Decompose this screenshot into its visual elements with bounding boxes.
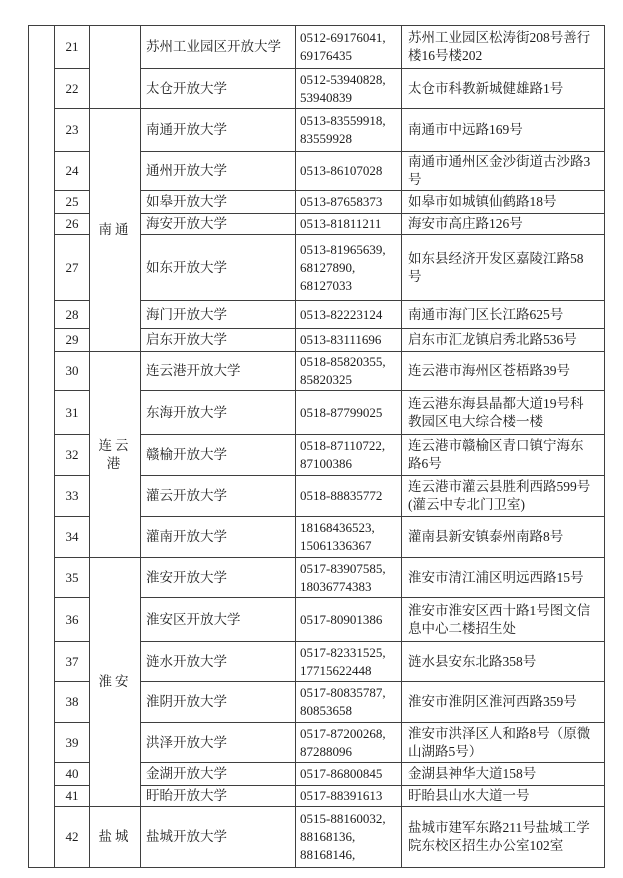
university-name-cell: 太仓开放大学 [141,69,296,109]
region-cell: 南通 [90,109,141,352]
address-cell: 海安市高庄路126号 [402,214,605,235]
phone-cell: 0517-80901386 [296,598,402,642]
phone-cell: 0513-81965639, 68127890, 68127033 [296,235,402,301]
phone-cell: 0512-53940828, 53940839 [296,69,402,109]
row-number-cell: 26 [55,214,90,235]
row-number-cell: 25 [55,191,90,214]
row-number-cell: 29 [55,329,90,352]
row-number-cell: 39 [55,723,90,763]
row-number-cell: 38 [55,682,90,723]
phone-cell: 0515-88160032, 88168136, 88168146, [296,807,402,868]
row-number-cell: 22 [55,69,90,109]
university-name-cell: 如皋开放大学 [141,191,296,214]
address-cell: 金湖县神华大道158号 [402,763,605,786]
address-cell: 如皋市如城镇仙鹤路18号 [402,191,605,214]
phone-cell: 0517-83907585, 18036774383 [296,558,402,598]
university-name-cell: 南通开放大学 [141,109,296,152]
outer-left-margin-cell [29,26,55,868]
row-number-cell: 34 [55,517,90,558]
table-row [29,26,605,69]
university-name-cell: 海门开放大学 [141,301,296,329]
phone-cell: 0518-88835772 [296,476,402,517]
university-name-cell: 盱眙开放大学 [141,786,296,807]
phone-cell: 0513-86107028 [296,152,402,191]
university-name-cell: 盐城开放大学 [141,807,296,868]
university-name-cell: 洪泽开放大学 [141,723,296,763]
address-cell: 苏州工业园区松涛街208号善行楼16号楼202 [402,26,605,69]
region-cell: 盐城 [90,807,141,868]
university-name-cell: 涟水开放大学 [141,642,296,682]
phone-cell: 0518-85820355, 85820325 [296,352,402,391]
university-name-cell: 淮安区开放大学 [141,598,296,642]
row-number-cell: 23 [55,109,90,152]
university-name-cell: 赣榆开放大学 [141,435,296,476]
address-cell: 淮安市淮安区西十路1号图文信息中心二楼招生处 [402,598,605,642]
phone-cell: 0517-87200268, 87288096 [296,723,402,763]
phone-cell: 0517-82331525, 17715622448 [296,642,402,682]
row-number-cell: 40 [55,763,90,786]
phone-cell: 0513-87658373 [296,191,402,214]
university-contact-table [28,25,605,868]
row-number-cell: 37 [55,642,90,682]
address-cell: 淮安市洪泽区人和路8号（原微山湖路5号） [402,723,605,763]
phone-cell: 0512-69176041, 69176435 [296,26,402,69]
university-name-cell: 通州开放大学 [141,152,296,191]
university-name-cell: 灌云开放大学 [141,476,296,517]
address-cell: 南通市通州区金沙街道古沙路3号 [402,152,605,191]
university-name-cell: 启东开放大学 [141,329,296,352]
row-number-cell: 27 [55,235,90,301]
address-cell: 启东市汇龙镇启秀北路536号 [402,329,605,352]
address-cell: 盱眙县山水大道一号 [402,786,605,807]
university-name-cell: 东海开放大学 [141,391,296,435]
table-row [29,807,605,868]
university-name-cell: 金湖开放大学 [141,763,296,786]
table-row [29,352,605,391]
address-cell: 灌南县新安镇泰州南路8号 [402,517,605,558]
table-body [29,26,605,868]
address-cell: 盐城市建军东路211号盐城工学院东校区招生办公室102室 [402,807,605,868]
phone-cell: 0518-87799025 [296,391,402,435]
address-cell: 南通市海门区长江路625号 [402,301,605,329]
address-cell: 连云港东海县晶都大道19号科教园区电大综合楼一楼 [402,391,605,435]
row-number-cell: 42 [55,807,90,868]
phone-cell: 0517-86800845 [296,763,402,786]
address-cell: 涟水县安东北路358号 [402,642,605,682]
row-number-cell: 30 [55,352,90,391]
phone-cell: 0517-88391613 [296,786,402,807]
university-name-cell: 连云港开放大学 [141,352,296,391]
phone-cell: 0518-87110722, 87100386 [296,435,402,476]
university-name-cell: 苏州工业园区开放大学 [141,26,296,69]
university-name-cell: 如东开放大学 [141,235,296,301]
address-cell: 连云港市海州区苍梧路39号 [402,352,605,391]
phone-cell: 0513-83559918, 83559928 [296,109,402,152]
phone-cell: 0517-80835787, 80853658 [296,682,402,723]
address-cell: 如东县经济开发区嘉陵江路58号 [402,235,605,301]
address-cell: 淮安市清江浦区明远西路15号 [402,558,605,598]
row-number-cell: 35 [55,558,90,598]
row-number-cell: 32 [55,435,90,476]
phone-cell: 0513-82223124 [296,301,402,329]
university-name-cell: 海安开放大学 [141,214,296,235]
row-number-cell: 28 [55,301,90,329]
table-row [29,109,605,152]
address-cell: 连云港市灌云县胜利西路599号(灌云中专北门卫室) [402,476,605,517]
address-cell: 太仓市科教新城健雄路1号 [402,69,605,109]
row-number-cell: 31 [55,391,90,435]
university-name-cell: 淮阴开放大学 [141,682,296,723]
university-name-cell: 淮安开放大学 [141,558,296,598]
table-row [29,558,605,598]
row-number-cell: 24 [55,152,90,191]
university-name-cell: 灌南开放大学 [141,517,296,558]
phone-cell: 18168436523, 15061336367 [296,517,402,558]
phone-cell: 0513-81811211 [296,214,402,235]
region-cell [90,26,141,109]
address-cell: 连云港市赣榆区青口镇宁海东路6号 [402,435,605,476]
row-number-cell: 33 [55,476,90,517]
row-number-cell: 21 [55,26,90,69]
address-cell: 南通市中远路169号 [402,109,605,152]
region-cell: 连云港 [90,352,141,558]
region-cell: 淮安 [90,558,141,807]
row-number-cell: 36 [55,598,90,642]
phone-cell: 0513-83111696 [296,329,402,352]
row-number-cell: 41 [55,786,90,807]
address-cell: 淮安市淮阴区淮河西路359号 [402,682,605,723]
